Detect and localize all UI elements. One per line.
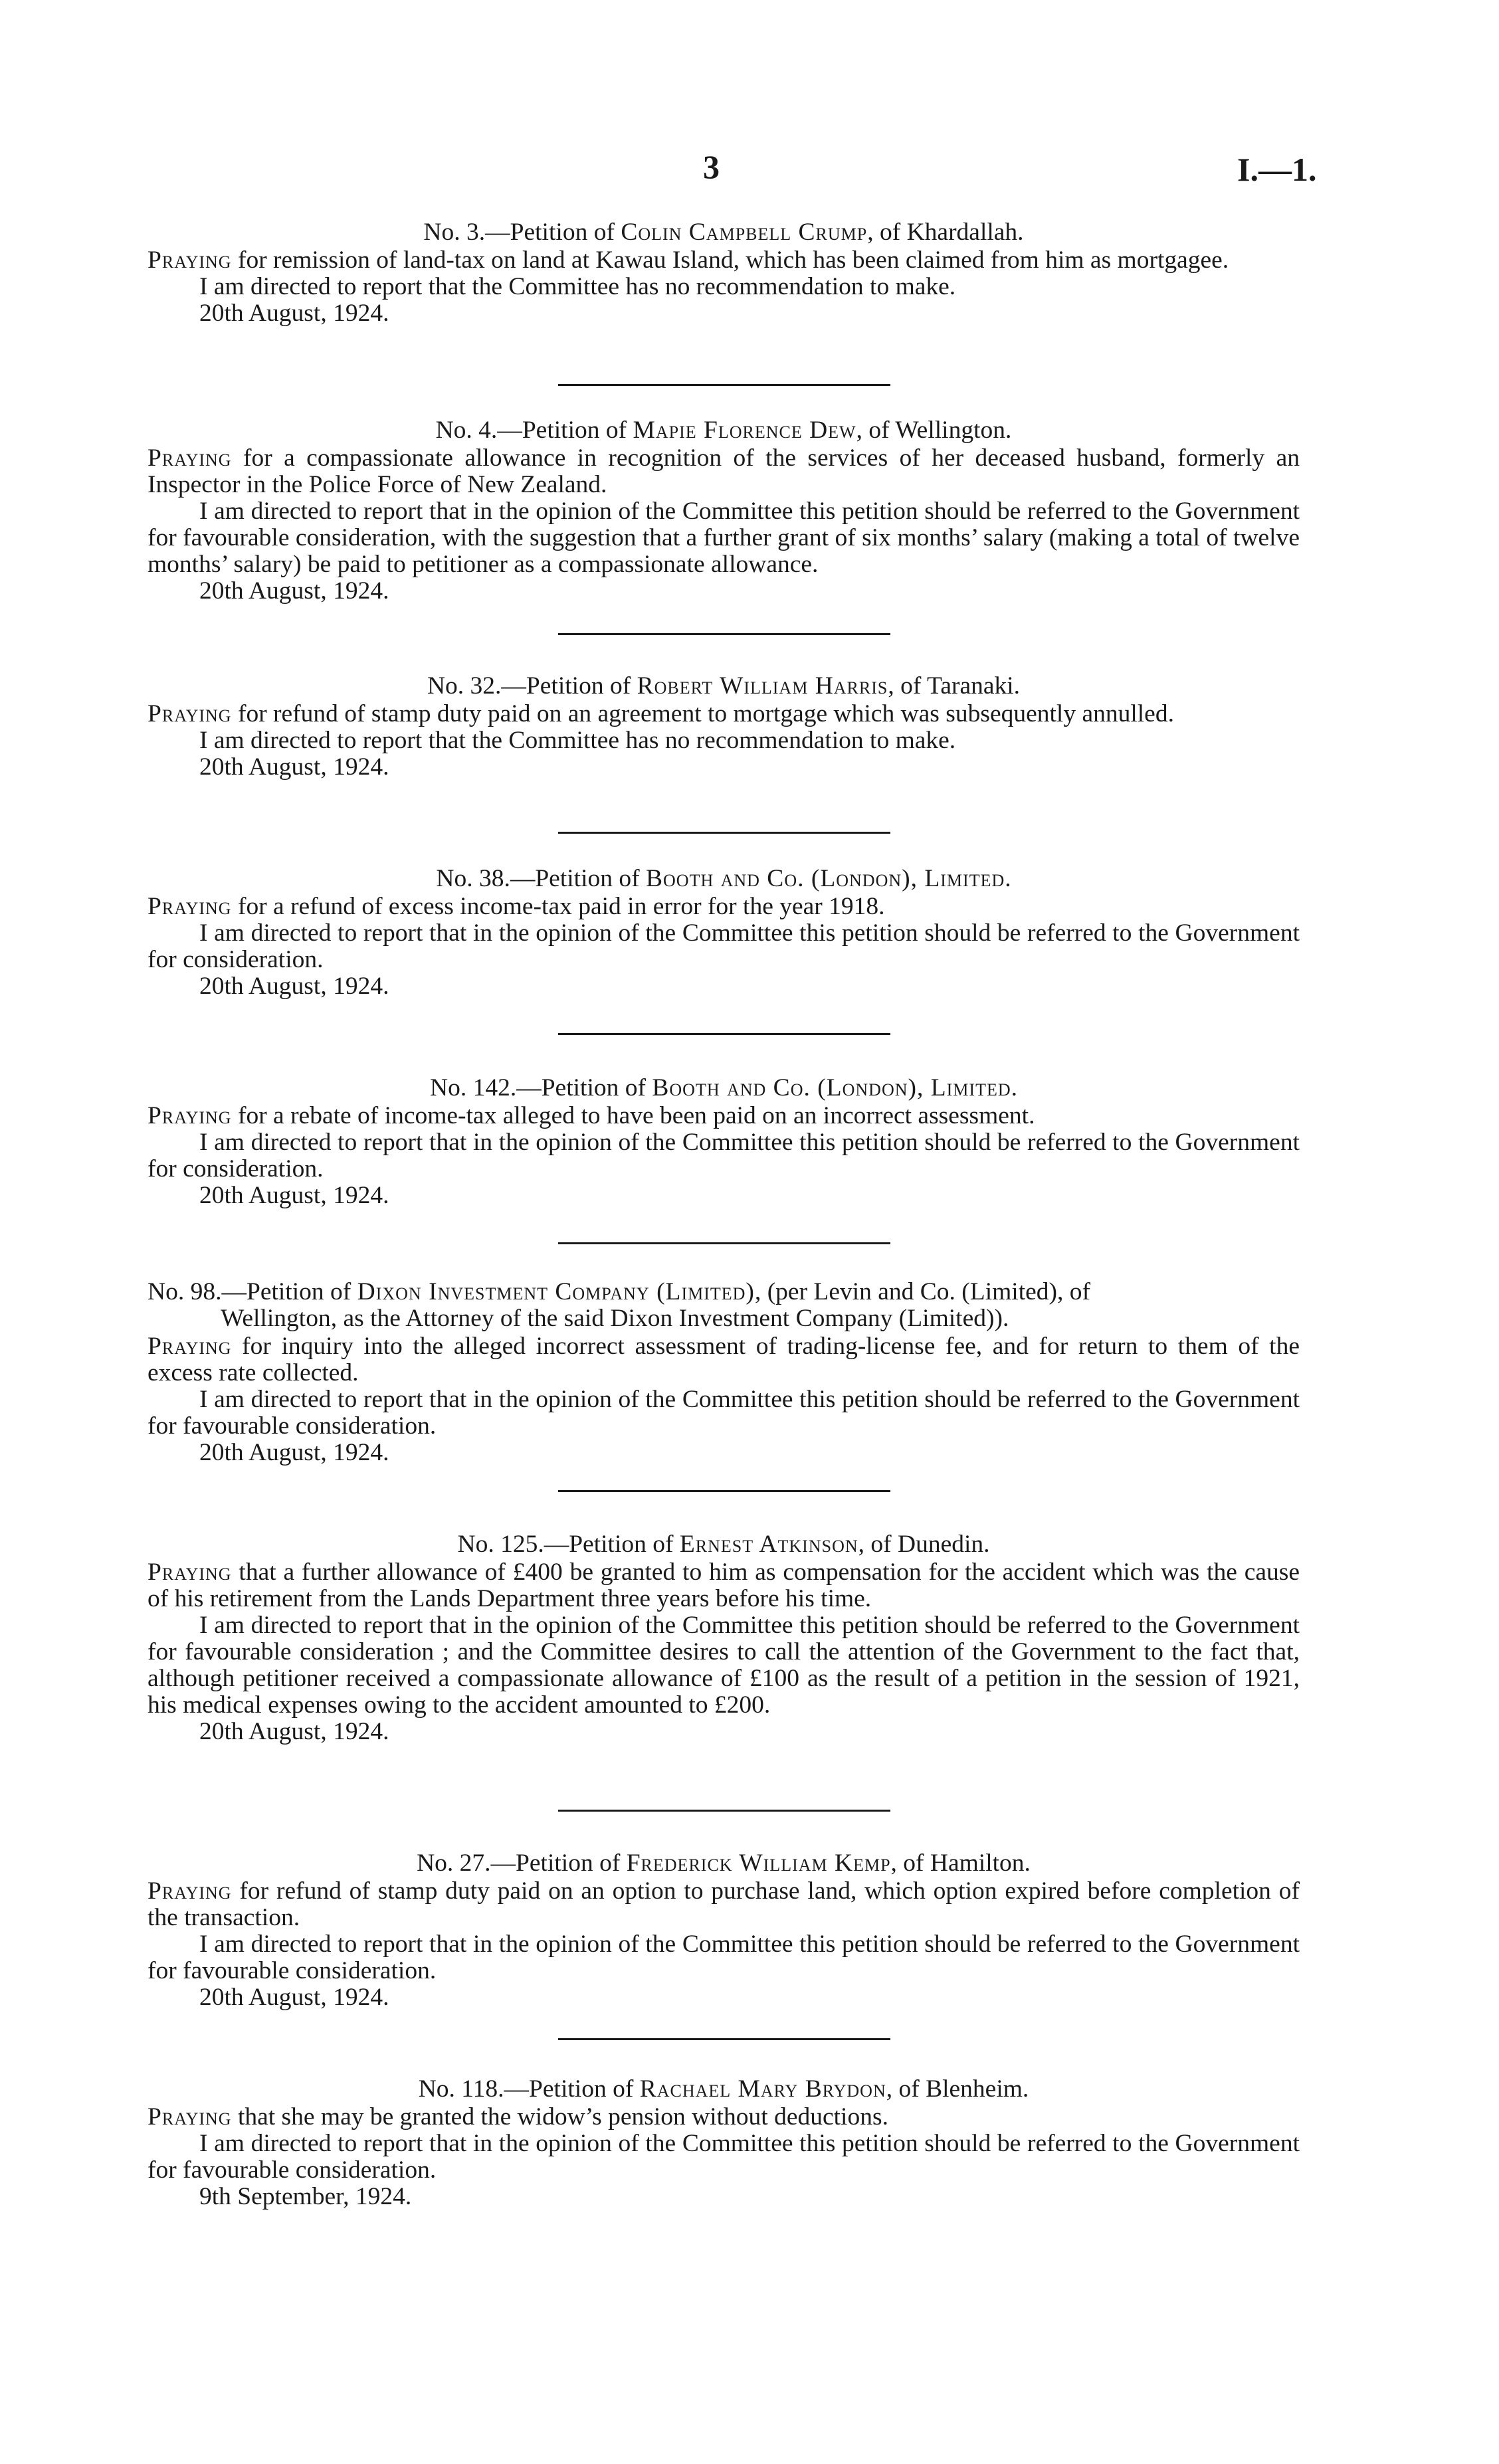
report-paragraph: I am directed to report that in the opinion of the Committee this petition should be referred to the Government for favourable consideration. (148, 2130, 1300, 2184)
petition-entry (148, 1279, 1300, 1466)
petition-entry (148, 2076, 1300, 2210)
praying-paragraph: Praying for a rebate of income-tax alleged to have been paid on an incorrect assessment. (148, 1102, 1035, 1129)
report-date: 20th August, 1924. (199, 1439, 389, 1466)
section-divider (558, 633, 890, 635)
petition-number: No. 98. (148, 1278, 222, 1305)
petitioner-name: Booth and Co. (London), Limited (646, 865, 1005, 892)
petition-number: No. 38. (436, 865, 510, 892)
petition-heading: No. 142.—Petition of Booth and Co. (London), Limited. (429, 1074, 1017, 1101)
petition-entry (148, 1531, 1300, 1745)
report-paragraph: I am directed to report that the Committee has no recommendation to make. (199, 727, 956, 754)
petition-entry (148, 866, 1300, 1000)
praying-paragraph: Praying for inquiry into the alleged incorrect assessment of trading-license fee, and for return to them of the excess rate collected. (148, 1333, 1300, 1386)
report-paragraph: I am directed to report that in the opinion of the Committee this petition should be referred to the Government for favourable consideration ; and the Committee desires to call the attention of the Government to the fact that, although petitioner received a compassionate allowance of £100 as the result of a petition in the session of 1921, his medical expenses owing to the accident amounted to £200. (148, 1612, 1300, 1719)
petition-entry (148, 219, 1300, 327)
petition-heading: No. 98.—Petition of Dixon Investment Company (Limited), (per Levin and Co. (Limited), of Wellington, as the Attorney of the said Dixon Investment Company (Limited)). (148, 1279, 1300, 1332)
praying-paragraph: Praying for refund of stamp duty paid on an agreement to mortgage which was subsequently annulled. (148, 700, 1174, 727)
report-date: 20th August, 1924. (199, 973, 389, 1000)
petition-number: No. 125. (457, 1531, 544, 1558)
praying-paragraph: Praying that a further allowance of £400 be granted to him as compensation for the accident which was the cause of his retirement from the Lands Department three years before his time. (148, 1559, 1300, 1612)
petition-heading-continuation: Wellington, as the Attorney of the said Dixon Investment Company (Limited)). (221, 1305, 1009, 1332)
petitioner-name: Booth and Co. (London), Limited (652, 1074, 1011, 1101)
report-date: 9th September, 1924. (199, 2183, 412, 2210)
report-paragraph: I am directed to report that in the opinion of the Committee this petition should be referred to the Government for favourable consideration. (148, 1931, 1300, 1984)
report-paragraph: I am directed to report that in the opinion of the Committee this petition should be referred to the Government for consideration. (148, 1129, 1300, 1183)
section-divider (558, 1242, 890, 1244)
page-number: 3 (703, 148, 720, 185)
report-paragraph: I am directed to report that in the opinion of the Committee this petition should be referred to the Government for favourable consideration. (148, 1386, 1300, 1440)
praying-paragraph: Praying for a refund of excess income-tax paid in error for the year 1918. (148, 893, 885, 920)
praying-paragraph: Praying for a compassionate allowance in recognition of the services of her deceased husband, formerly an Inspector in the Police Force of New Zealand. (148, 444, 1300, 498)
praying-paragraph: Praying for refund of stamp duty paid on an option to purchase land, which option expired before completion of the transaction. (148, 1877, 1300, 1931)
section-divider (558, 384, 890, 386)
petitioner-name: Colin Campbell Crump (621, 219, 868, 246)
petition-heading: No. 27.—Petition of Frederick William Kemp, of Hamilton. (417, 1849, 1031, 1877)
praying-paragraph: Praying for remission of land-tax on land at Kawau Island, which has been claimed from him as mortgagee. (148, 246, 1229, 274)
petition-entry (148, 673, 1300, 781)
petition-heading: No. 125.—Petition of Ernest Atkinson, of Dunedin. (457, 1531, 990, 1558)
report-paragraph: I am directed to report that the Committee has no recommendation to make. (199, 273, 956, 300)
section-divider (558, 2038, 890, 2040)
petition-heading: No. 4.—Petition of Mapie Florence Dew, of Wellington. (435, 417, 1012, 444)
petitioner-name: Frederick William Kemp (626, 1849, 891, 1877)
petition-number: No. 142. (429, 1074, 517, 1101)
petitioner-name: Ernest Atkinson (679, 1531, 858, 1558)
report-paragraph: I am directed to report that in the opinion of the Committee this petition should be referred to the Government for favourable consideration, with the suggestion that a further grant of six months’ salary (making a total of twelve months’ salary) be paid to petitioner as a compassionate allowance. (148, 498, 1300, 578)
petitioner-name: Mapie Florence Dew (633, 417, 856, 444)
section-divider (558, 832, 890, 834)
petition-heading: No. 118.—Petition of Rachael Mary Brydon, of Blenheim. (418, 2075, 1029, 2103)
report-date: 20th August, 1924. (199, 1984, 389, 2011)
report-date: 20th August, 1924. (199, 577, 389, 605)
petitioner-name: Rachael Mary Brydon (639, 2075, 886, 2103)
report-date: 20th August, 1924. (199, 1718, 389, 1745)
petition-number: No. 27. (417, 1849, 491, 1877)
petition-entry (148, 417, 1300, 605)
petition-number: No. 4. (435, 417, 498, 444)
section-divider (558, 1490, 890, 1492)
petition-heading: No. 3.—Petition of Colin Campbell Crump, of Khardallah. (423, 219, 1024, 246)
report-paragraph: I am directed to report that in the opinion of the Committee this petition should be referred to the Government for consideration. (148, 919, 1300, 973)
petition-number: No. 32. (427, 672, 502, 700)
petitioner-name: Robert William Harris (637, 672, 888, 700)
petition-number: No. 118. (418, 2075, 504, 2103)
petition-number: No. 3. (423, 219, 486, 246)
document-reference: I.—1. (1237, 151, 1317, 188)
petition-heading: No. 32.—Petition of Robert William Harris, of Taranaki. (427, 672, 1021, 700)
petition-entry (148, 1850, 1300, 2011)
petitioner-name: Dixon Investment Company (Limited) (357, 1278, 755, 1305)
section-divider (558, 1810, 890, 1812)
praying-paragraph: Praying that she may be granted the widow’s pension without deductions. (148, 2103, 888, 2131)
report-date: 20th August, 1924. (199, 753, 389, 781)
section-divider (558, 1033, 890, 1035)
report-date: 20th August, 1924. (199, 300, 389, 327)
petition-heading: No. 38.—Petition of Booth and Co. (London), Limited. (436, 865, 1011, 892)
petition-entry (148, 1075, 1300, 1209)
report-date: 20th August, 1924. (199, 1182, 389, 1209)
